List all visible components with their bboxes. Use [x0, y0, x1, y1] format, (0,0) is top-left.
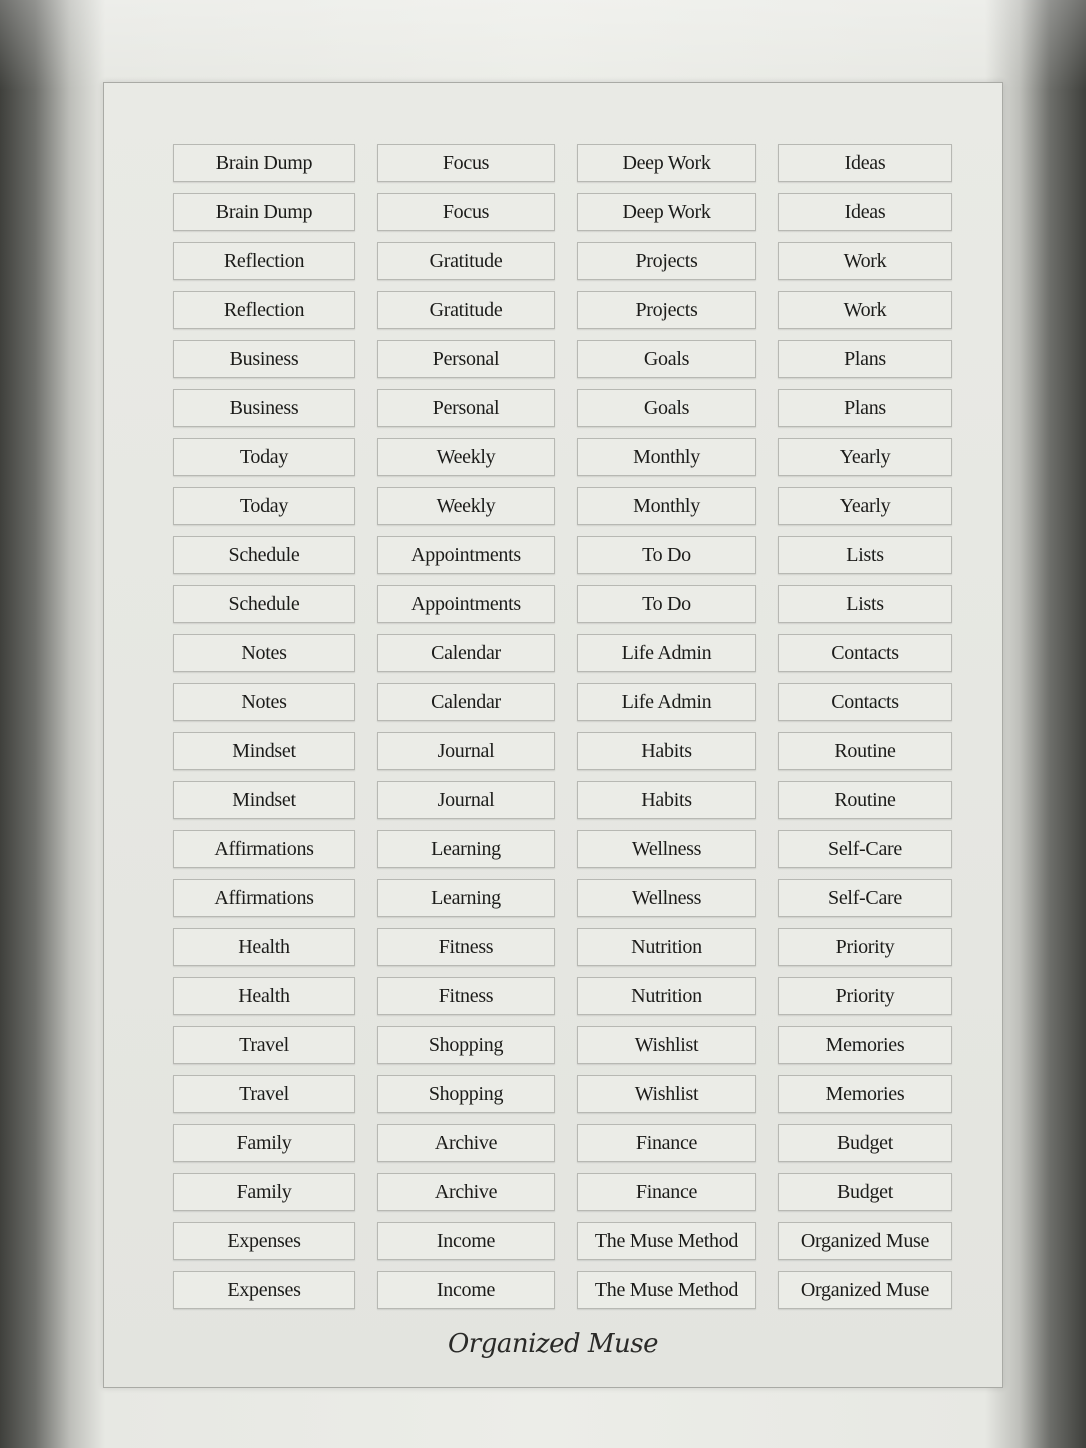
- tab-label[interactable]: Plans: [778, 340, 952, 378]
- tab-label[interactable]: Work: [778, 291, 952, 329]
- tab-label[interactable]: Shopping: [377, 1026, 555, 1064]
- tab-label[interactable]: Travel: [173, 1075, 355, 1113]
- tab-label[interactable]: To Do: [577, 536, 756, 574]
- tab-label[interactable]: Yearly: [778, 438, 952, 476]
- tab-label[interactable]: Projects: [577, 242, 756, 280]
- tab-label[interactable]: Expenses: [173, 1271, 355, 1309]
- tab-label[interactable]: Deep Work: [577, 144, 756, 182]
- tab-label[interactable]: Archive: [377, 1124, 555, 1162]
- tab-label[interactable]: Today: [173, 438, 355, 476]
- tab-label[interactable]: Deep Work: [577, 193, 756, 231]
- tab-label[interactable]: Family: [173, 1124, 355, 1162]
- tab-label[interactable]: Goals: [577, 389, 756, 427]
- tab-label[interactable]: Calendar: [377, 683, 555, 721]
- tab-label[interactable]: The Muse Method: [577, 1271, 756, 1309]
- tab-label[interactable]: Monthly: [577, 487, 756, 525]
- tab-label[interactable]: Notes: [173, 634, 355, 672]
- tab-label[interactable]: Ideas: [778, 193, 952, 231]
- tab-label[interactable]: Reflection: [173, 291, 355, 329]
- tab-label[interactable]: Priority: [778, 928, 952, 966]
- tab-sticker-sheet: [103, 82, 1003, 1388]
- tab-label[interactable]: Contacts: [778, 634, 952, 672]
- tab-label[interactable]: Nutrition: [577, 977, 756, 1015]
- tab-label[interactable]: Memories: [778, 1075, 952, 1113]
- tab-label[interactable]: Personal: [377, 389, 555, 427]
- tab-label[interactable]: Ideas: [778, 144, 952, 182]
- tab-label[interactable]: Income: [377, 1271, 555, 1309]
- tab-label[interactable]: Mindset: [173, 732, 355, 770]
- tab-label[interactable]: Wishlist: [577, 1075, 756, 1113]
- tab-label[interactable]: Journal: [377, 732, 555, 770]
- tab-label[interactable]: Contacts: [778, 683, 952, 721]
- tab-label[interactable]: Wellness: [577, 879, 756, 917]
- tab-label[interactable]: Priority: [778, 977, 952, 1015]
- tab-label[interactable]: Schedule: [173, 585, 355, 623]
- tab-label[interactable]: Lists: [778, 536, 952, 574]
- tab-label[interactable]: Schedule: [173, 536, 355, 574]
- tab-label[interactable]: Weekly: [377, 487, 555, 525]
- tab-label[interactable]: Shopping: [377, 1075, 555, 1113]
- tab-label[interactable]: The Muse Method: [577, 1222, 756, 1260]
- tab-label[interactable]: Yearly: [778, 487, 952, 525]
- tab-label[interactable]: Notes: [173, 683, 355, 721]
- tab-label[interactable]: Family: [173, 1173, 355, 1211]
- tab-label[interactable]: Monthly: [577, 438, 756, 476]
- tab-label[interactable]: Reflection: [173, 242, 355, 280]
- tab-label[interactable]: Plans: [778, 389, 952, 427]
- tab-label[interactable]: Memories: [778, 1026, 952, 1064]
- tab-label[interactable]: Habits: [577, 781, 756, 819]
- tab-label[interactable]: Income: [377, 1222, 555, 1260]
- tab-label[interactable]: Lists: [778, 585, 952, 623]
- tab-label[interactable]: Today: [173, 487, 355, 525]
- tab-label[interactable]: Health: [173, 977, 355, 1015]
- tab-label[interactable]: Organized Muse: [778, 1271, 952, 1309]
- tab-label[interactable]: Calendar: [377, 634, 555, 672]
- tab-label[interactable]: Journal: [377, 781, 555, 819]
- tab-label[interactable]: Affirmations: [173, 830, 355, 868]
- tab-label[interactable]: Business: [173, 340, 355, 378]
- tab-grid: [173, 144, 952, 1309]
- tab-label[interactable]: Finance: [577, 1124, 756, 1162]
- tab-label[interactable]: Work: [778, 242, 952, 280]
- tab-label[interactable]: To Do: [577, 585, 756, 623]
- tab-label[interactable]: Brain Dump: [173, 144, 355, 182]
- tab-label[interactable]: Self-Care: [778, 879, 952, 917]
- tab-label[interactable]: Projects: [577, 291, 756, 329]
- tab-label[interactable]: Focus: [377, 193, 555, 231]
- tab-label[interactable]: Organized Muse: [778, 1222, 952, 1260]
- tab-label[interactable]: Gratitude: [377, 291, 555, 329]
- tab-label[interactable]: Life Admin: [577, 634, 756, 672]
- tab-label[interactable]: Travel: [173, 1026, 355, 1064]
- tab-label[interactable]: Learning: [377, 879, 555, 917]
- tab-label[interactable]: Goals: [577, 340, 756, 378]
- tab-label[interactable]: Business: [173, 389, 355, 427]
- background-shadow: [0, 0, 1086, 90]
- tab-label[interactable]: Finance: [577, 1173, 756, 1211]
- tab-label[interactable]: Self-Care: [778, 830, 952, 868]
- tab-label[interactable]: Mindset: [173, 781, 355, 819]
- tab-label[interactable]: Wellness: [577, 830, 756, 868]
- tab-label[interactable]: Weekly: [377, 438, 555, 476]
- tab-label[interactable]: Wishlist: [577, 1026, 756, 1064]
- brand-signature-logo: Organized Muse: [447, 1329, 659, 1359]
- tab-label[interactable]: Appointments: [377, 536, 555, 574]
- tab-label[interactable]: Fitness: [377, 928, 555, 966]
- tab-label[interactable]: Personal: [377, 340, 555, 378]
- tab-label[interactable]: Archive: [377, 1173, 555, 1211]
- tab-label[interactable]: Routine: [778, 732, 952, 770]
- tab-label[interactable]: Appointments: [377, 585, 555, 623]
- tab-label[interactable]: Expenses: [173, 1222, 355, 1260]
- tab-label[interactable]: Focus: [377, 144, 555, 182]
- tab-label[interactable]: Affirmations: [173, 879, 355, 917]
- tab-label[interactable]: Fitness: [377, 977, 555, 1015]
- tab-label[interactable]: Life Admin: [577, 683, 756, 721]
- tab-label[interactable]: Budget: [778, 1124, 952, 1162]
- tab-label[interactable]: Learning: [377, 830, 555, 868]
- tab-label[interactable]: Budget: [778, 1173, 952, 1211]
- tab-label[interactable]: Nutrition: [577, 928, 756, 966]
- tab-label[interactable]: Brain Dump: [173, 193, 355, 231]
- tab-label[interactable]: Gratitude: [377, 242, 555, 280]
- tab-label[interactable]: Habits: [577, 732, 756, 770]
- tab-label[interactable]: Routine: [778, 781, 952, 819]
- tab-label[interactable]: Health: [173, 928, 355, 966]
